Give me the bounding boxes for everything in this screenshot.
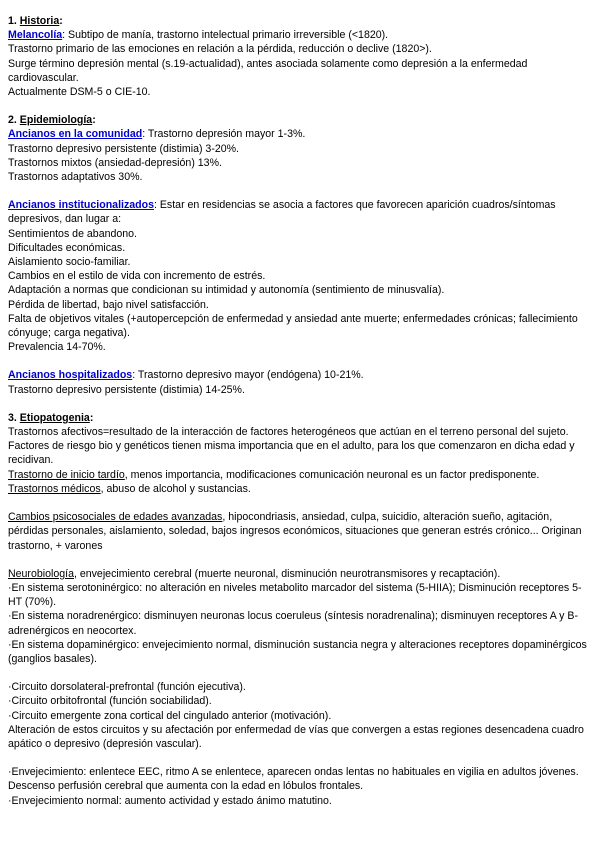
list-item: Cambios en el estilo de vida con incremento de estrés. (8, 270, 266, 283)
list-item: ·En sistema noradrenérgico: disminuyen neuronas locus coeruleus (síntesis noradrenalina); disminuyen receptores A y B-adrenérgicos en neocortex. (8, 610, 578, 637)
term-cambios-psicosociales: Cambios psicosociales de edades avanzadas (8, 511, 223, 524)
paragraph: Cambios psicosociales de edades avanzadas, hipocondriasis, ansiedad, culpa, suicidio, alteración sueño, agitación, pérdidas personales, aislamiento, soledad, bajos ingresos económicos, situaciones que generan estrés crónico... Originan trastorno, + varones (8, 511, 582, 552)
paragraph: Trastornos adaptativos 30%. (8, 171, 143, 184)
list-item: Sentimientos de abandono. (8, 227, 137, 240)
paragraph: Ancianos en la comunidad: Trastorno depresión mayor 1-3%. (8, 128, 306, 141)
term-ancianos-institucionalizados: Ancianos institucionalizados (8, 199, 154, 212)
list-item: ·Envejecimiento normal: aumento actividad y estado ánimo matutino. (8, 794, 332, 807)
list-item: Prevalencia 14-70%. (8, 341, 106, 354)
term-trastornos-medicos: Trastornos médicos (8, 482, 101, 495)
term-inicio-tardio: Trastorno de inicio tardío (8, 468, 125, 481)
list-item: Dificultades económicas. (8, 241, 126, 254)
term-ancianos-hospitalizados: Ancianos hospitalizados (8, 369, 133, 382)
paragraph: Ancianos institucionalizados: Estar en residencias se asocia a factores que favorecen aparición cuadros/síntomas depresivos, dan lugar a: (8, 199, 556, 226)
list-item: Pérdida de libertad, bajo nivel satisfacción. (8, 298, 209, 311)
paragraph: Surge término depresión mental (s.19-actualidad), antes asociada solamente como depresión a la enfermedad cardiovascular. (8, 57, 528, 84)
list-item: ·En sistema dopaminérgico: envejecimiento normal, disminución sustancia negra y alteraciones receptores dopaminérgicos (ganglios basales). (8, 638, 587, 665)
paragraph: Actualmente DSM-5 o CIE-10. (8, 86, 151, 99)
term-ancianos-comunidad: Ancianos en la comunidad (8, 128, 143, 141)
paragraph: Trastornos mixtos (ansiedad-depresión) 13%. (8, 156, 222, 169)
paragraph: Trastorno depresivo persistente (distimia) 3-20%. (8, 142, 239, 155)
section-heading-etiopatogenia: 3. Etiopatogenia: (8, 411, 94, 424)
list-item: ·Circuito orbitofrontal (función sociabilidad). (8, 695, 212, 708)
paragraph: Trastornos médicos, abuso de alcohol y sustancias. (8, 482, 251, 495)
list-item: ·Circuito emergente zona cortical del cingulado anterior (motivación). (8, 709, 332, 722)
paragraph: Neurobiología, envejecimiento cerebral (muerte neuronal, disminución neurotransmisores y recaptación). (8, 567, 501, 580)
paragraph: Factores de riesgo bio y genéticos tienen misma importancia que en el adulto, para los que comenzaron en dicha edad y recidivan. (8, 440, 575, 467)
list-item: Adaptación a normas que condicionan su intimidad y autonomía (sentimiento de minusvalía). (8, 284, 445, 297)
paragraph: Alteración de estos circuitos y su afectación por enfermedad de vías que convergen a estas regiones desencadena cuadro apático o depresivo (depresión vascular). (8, 723, 584, 750)
list-item: ·En sistema serotoninérgico: no alteración en niveles metabolito marcador del sistema (5-HIIA); Disminución receptores 5-HT (70%). (8, 581, 582, 609)
list-item: Aislamiento socio-familiar. (8, 256, 131, 269)
term-neurobiologia: Neurobiología (8, 567, 74, 580)
list-item: ·Circuito dorsolateral-prefrontal (función ejecutiva). (8, 681, 246, 694)
term-melancolia: Melancolía (8, 29, 63, 42)
paragraph: Trastorno depresivo persistente (distimia) 14-25%. (8, 383, 245, 396)
section-heading-epidemiologia: 2. Epidemiología: (8, 114, 96, 127)
paragraph: Ancianos hospitalizados: Trastorno depresivo mayor (endógena) 10-21%. (8, 369, 364, 382)
paragraph: Melancolía: Subtipo de manía, trastorno intelectual primario irreversible (<1820). (8, 29, 389, 42)
section-heading-historia: 1. Historia: (8, 15, 63, 27)
paragraph: Trastorno de inicio tardío, menos importancia, modificaciones comunicación neuronal es un factor predisponente. (8, 468, 540, 481)
paragraph: Trastornos afectivos=resultado de la interacción de factores heterogéneos que actúan en el terreno personal del sujeto. (8, 426, 569, 439)
paragraph: Trastorno primario de las emociones en relación a la pérdida, reducción o declive (1820>). (8, 43, 432, 56)
list-item: ·Envejecimiento: enlentece EEC, ritmo A se enlentece, aparecen ondas lentas no habituales en vigilia en adultos jóvenes. Descenso perfusión cerebral que aumenta con la edad en lóbulos frontales. (8, 766, 579, 793)
list-item: Falta de objetivos vitales (+autopercepción de enfermedad y ansiedad ante muerte; enfermedades crónicas; fallecimiento cónyuge; carga negativa). (8, 312, 578, 340)
